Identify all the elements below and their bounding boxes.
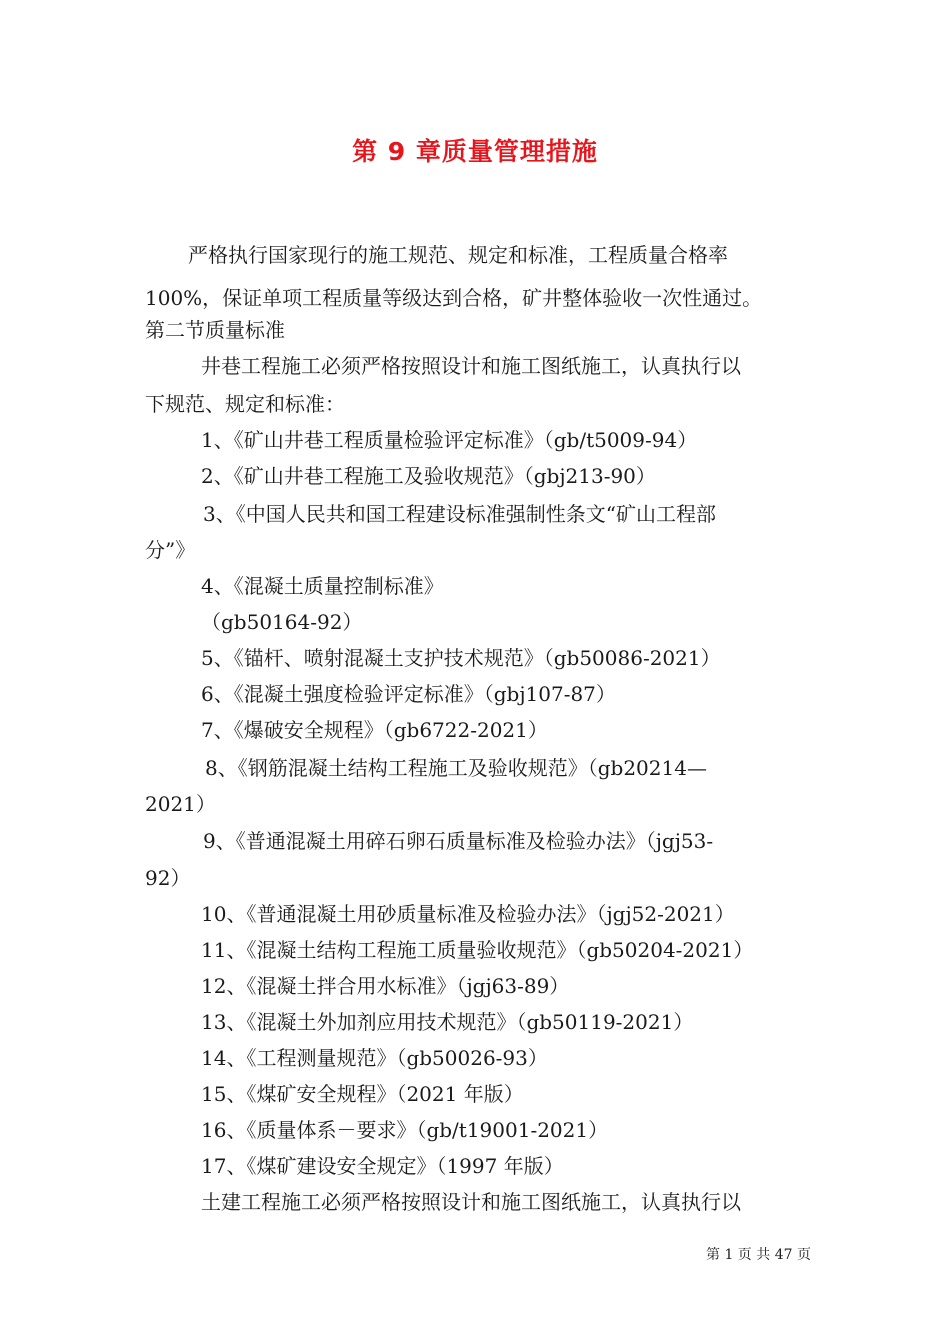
standard-item-6: 6、《混凝土强度检验评定标准》（gbj107-87） [201,682,616,706]
standard-item-9: 9、《普通混凝土用碎石卵石质量标准及检验办法》（jgj53- [203,829,714,853]
standard-item-15: 15、《煤矿安全规程》（2021 年版） [201,1082,524,1106]
standard-item-3: 3、《中国人民共和国工程建设标准强制性条文“矿山工程部 [203,502,716,526]
standard-item-17: 17、《煤矿建设安全规定》（1997 年版） [201,1154,564,1178]
standard-item-1: 1、《矿山井巷工程质量检验评定标准》（gb/t5009-94） [201,428,698,452]
standard-item-11: 11、《混凝土结构工程施工质量验收规范》（gb50204-2021） [201,938,754,962]
standard-item-13: 13、《混凝土外加剂应用技术规范》（gb50119-2021） [201,1010,694,1034]
standard-item-16: 16、《质量体系－要求》（gb/t19001-2021） [201,1118,609,1142]
standard-item-4-cont: （gb50164-92） [201,610,363,634]
standard-item-7: 7、《爆破安全规程》（gb6722-2021） [201,718,548,742]
standard-item-9-cont: 92） [145,866,191,890]
standard-item-14: 14、《工程测量规范》（gb50026-93） [201,1046,548,1070]
standard-item-8-cont: 2021） [145,792,216,816]
well-intro-line-1: 井巷工程施工必须严格按照设计和施工图纸施工，认真执行以 [201,354,741,378]
standard-item-8: 8、《钢筋混凝土结构工程施工及验收规范》（gb20214— [205,756,707,780]
chapter-title: 第 9 章质量管理措施 [352,137,598,166]
section-heading: 第二节质量标准 [145,318,285,342]
intro-paragraph-line-2: 100%，保证单项工程质量等级达到合格，矿井整体验收一次性通过。 [145,286,763,310]
page-number-footer: 第 1 页 共 47 页 [706,1247,811,1263]
standard-item-12: 12、《混凝土拌合用水标准》（jgj63-89） [201,974,570,998]
well-intro-line-2: 下规范、规定和标准： [145,392,345,416]
intro-paragraph-line-1: 严格执行国家现行的施工规范、规定和标准，工程质量合格率 [188,243,728,267]
standard-item-4: 4、《混凝土质量控制标准》 [201,574,444,598]
standard-item-10: 10、《普通混凝土用砂质量标准及检验办法》（jgj52-2021） [201,902,735,926]
standard-item-3-cont: 分”》 [145,538,196,562]
standard-item-2: 2、《矿山井巷工程施工及验收规范》（gbj213-90） [201,464,656,488]
standard-item-5: 5、《锚杆、喷射混凝土支护技术规范》（gb50086-2021） [201,646,721,670]
civil-intro-line-1: 土建工程施工必须严格按照设计和施工图纸施工，认真执行以 [201,1190,741,1214]
